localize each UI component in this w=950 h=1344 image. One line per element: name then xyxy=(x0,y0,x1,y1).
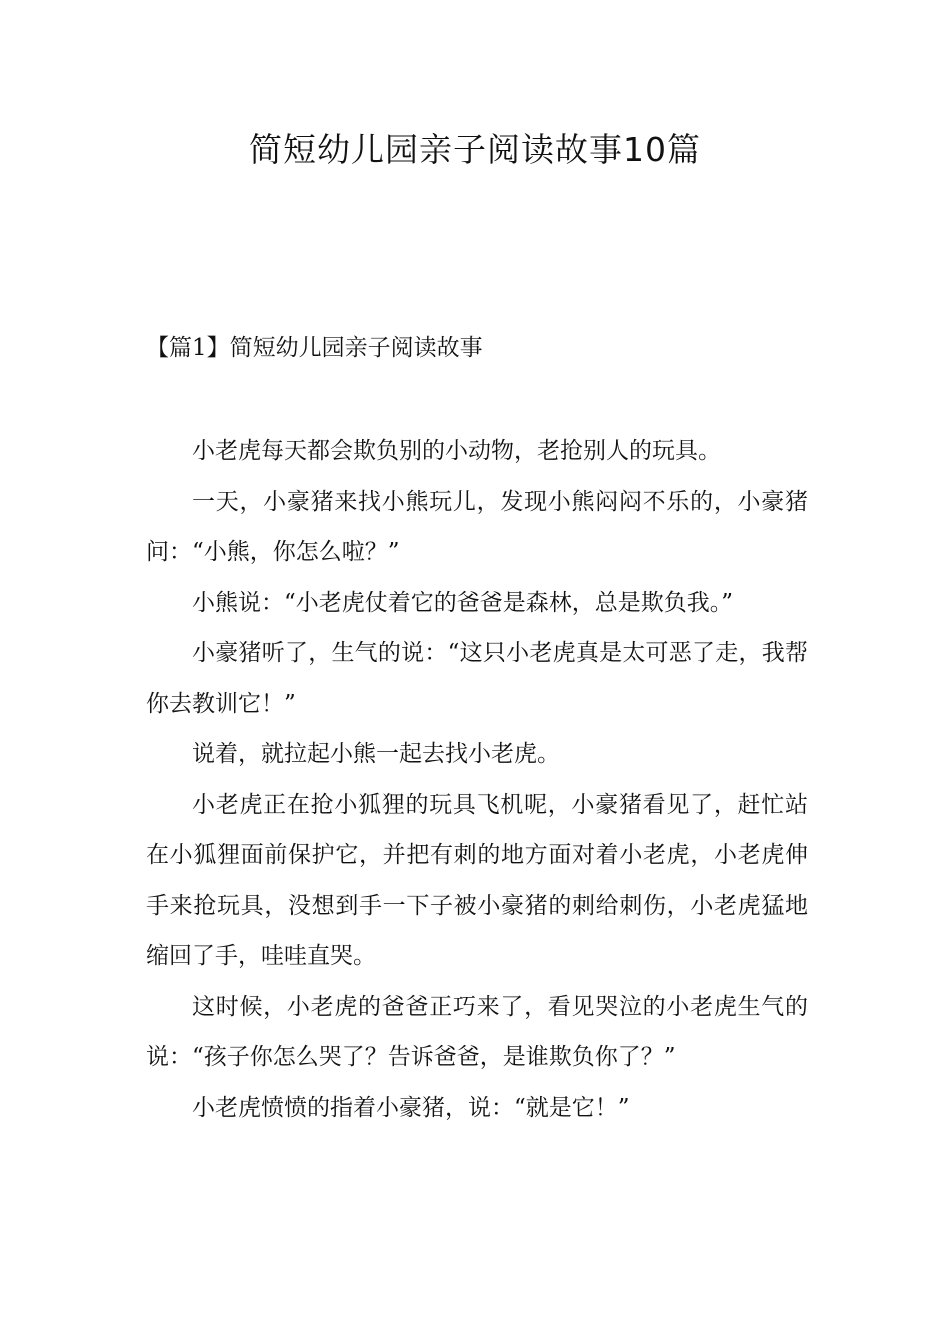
paragraph: 说着，就拉起小熊一起去找小老虎。 xyxy=(192,741,560,767)
paragraph: 小老虎每天都会欺负别的小动物，老抢别人的玩具。 xyxy=(192,438,721,464)
story-body xyxy=(146,426,808,1133)
paragraph: 小老虎愤愤的指着小豪猪，说：“就是它！” xyxy=(192,1094,630,1121)
paragraph: 小熊说：“小老虎仗着它的爸爸是森林，总是欺负我。” xyxy=(192,589,734,616)
paragraph: 小豪猪听了，生气的说：“这只小老虎真是太可恶了走，我帮你去教训它！” xyxy=(146,640,808,717)
paragraph: 小老虎正在抢小狐狸的玩具飞机呢，小豪猪看见了，赶忙站在小狐狸面前保护它，并把有刺的地方面对着小老虎，小老虎伸手来抢玩具，没想到手一下子被小豪猪的刺给刺伤，小老虎猛地缩回了手，哇哇直哭。 xyxy=(146,791,808,969)
document-title: 简短幼儿园亲子阅读故事10篇 xyxy=(249,130,701,169)
paragraph: 这时候，小老虎的爸爸正巧来了，看见哭泣的小老虎生气的说：“孩子你怎么哭了？告诉爸爸，是谁欺负你了？” xyxy=(146,993,808,1070)
paragraph: 一天，小豪猪来找小熊玩儿，发现小熊闷闷不乐的，小豪猪问：“小熊，你怎么啦？” xyxy=(146,488,808,565)
section-heading: 【篇1】简短幼儿园亲子阅读故事 xyxy=(146,335,483,361)
